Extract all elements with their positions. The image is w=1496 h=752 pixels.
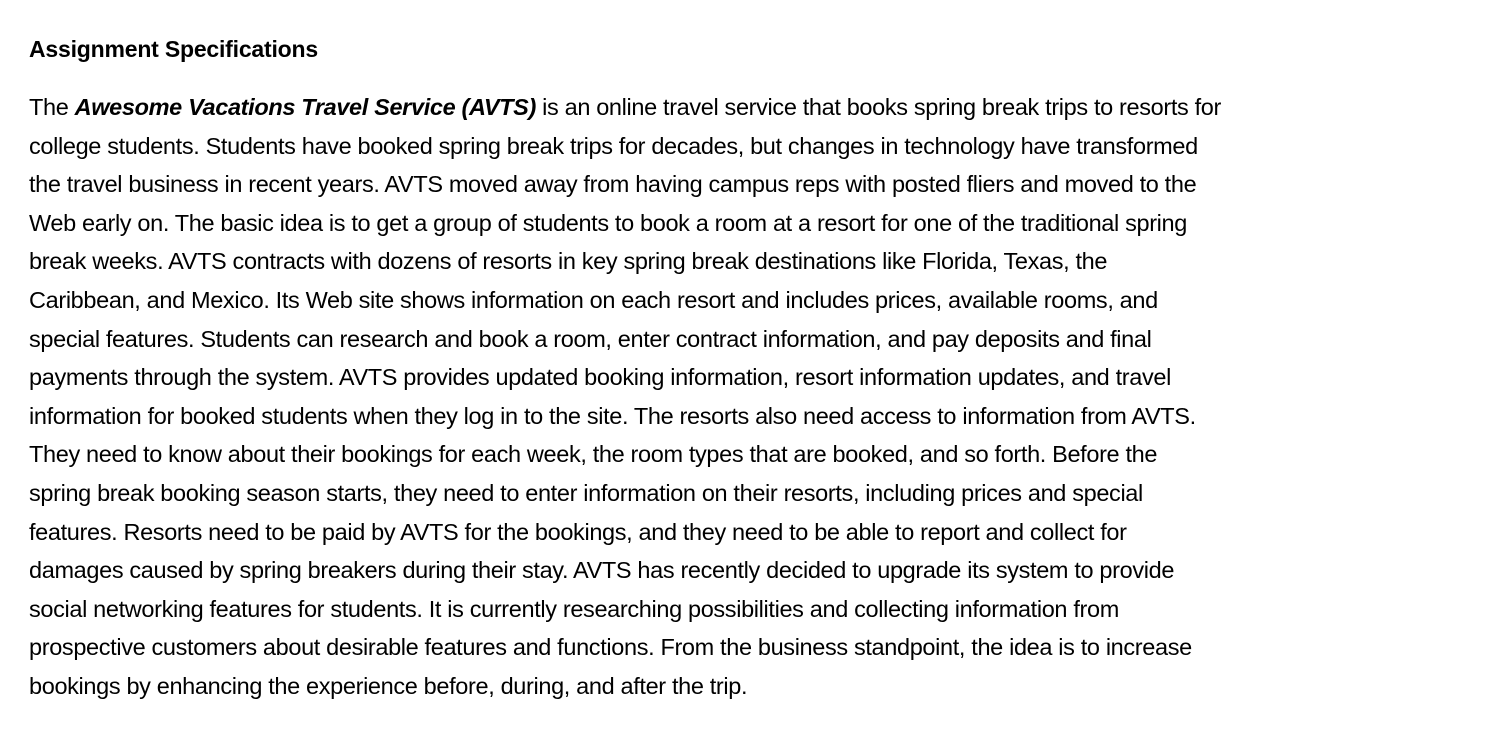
- document: [29, 32, 1469, 706]
- service-name: Awesome Vacations Travel Service (AVTS): [74, 94, 536, 120]
- paragraph-line: They need to know about their bookings for each week, the room types that are booked, and so forth. Before the: [29, 441, 1158, 468]
- paragraph-line: special features. Students can research and book a room, enter contract information, and pay deposits and final: [29, 325, 1152, 352]
- paragraph-line: Web early on. The basic idea is to get a group of students to book a room at a resort for one of the traditional spring: [29, 209, 1187, 236]
- paragraph-line: college students. Students have booked spring break trips for decades, but changes in technology have transformed: [29, 132, 1198, 159]
- intro-prefix: The: [29, 94, 75, 120]
- paragraph-line: bookings by enhancing the experience before, during, and after the trip.: [29, 672, 748, 699]
- paragraph-line: damages caused by spring breakers during their stay. AVTS has recently decided to upgrade its system to provide: [29, 557, 1175, 584]
- paragraph-line: prospective customers about desirable features and functions. From the business standpoint, the idea is to increase: [29, 634, 1192, 661]
- paragraph-line: information for booked students when they log in to the site. The resorts also need access to information from AVTS.: [29, 402, 1196, 429]
- paragraph-line: features. Resorts need to be paid by AVTS for the bookings, and they need to be able to report and collect for: [29, 518, 1127, 545]
- paragraph-line: the travel business in recent years. AVTS moved away from having campus reps with posted fliers and moved to the: [29, 171, 1197, 198]
- paragraph-line: spring break booking season starts, they need to enter information on their resorts, including prices and special: [29, 479, 1143, 506]
- body-paragraph: [29, 88, 1469, 706]
- intro-rest: is an online travel service that books spring break trips to resorts for: [535, 94, 1221, 120]
- paragraph-line: payments through the system. AVTS provides updated booking information, resort information updates, and travel: [29, 364, 1171, 391]
- paragraph-line: social networking features for students. It is currently researching possibilities and collecting information from: [29, 595, 1119, 622]
- paragraph-line: Caribbean, and Mexico. Its Web site shows information on each resort and includes prices, available rooms, and: [29, 286, 1158, 313]
- paragraph-line: [29, 88, 1469, 127]
- section-heading: Assignment Specifications: [29, 36, 318, 62]
- paragraph-line: break weeks. AVTS contracts with dozens of resorts in key spring break destinations like Florida, Texas, the: [29, 248, 1108, 275]
